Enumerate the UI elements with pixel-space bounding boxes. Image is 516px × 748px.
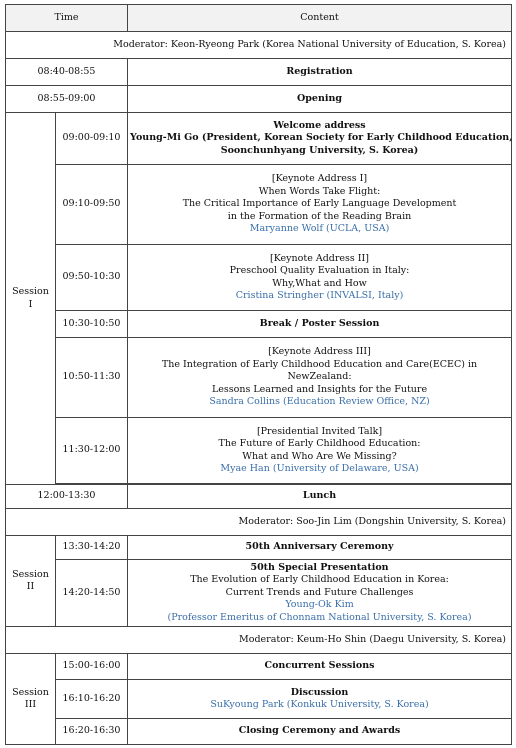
table-row bbox=[6, 245, 512, 311]
closing-title: Closing Ceremony and Awards bbox=[128, 719, 512, 745]
special-title: 50th Special Presentation bbox=[250, 561, 389, 573]
table-row bbox=[6, 59, 512, 86]
ceremony-title: 50th Anniversary Ceremony bbox=[128, 536, 512, 560]
table-row bbox=[6, 719, 512, 745]
table-row bbox=[6, 560, 512, 627]
speaker-name: Sandra Collins (Education Review Office, NZ) bbox=[209, 396, 430, 408]
table-row bbox=[6, 680, 512, 719]
talk-title-line: Why,What and How bbox=[272, 277, 367, 289]
session-numeral: III bbox=[24, 699, 37, 710]
time-cell: 16:20-16:30 bbox=[56, 719, 128, 745]
talk-title-line: in the Formation of the Reading Brain bbox=[227, 210, 412, 222]
table-row bbox=[6, 485, 512, 509]
moderator-1: Moderator: Keon-Ryeong Park (Korea National University of Education, S. Korea) bbox=[6, 32, 512, 59]
table-row bbox=[6, 165, 512, 245]
time-cell: 10:50-11:30 bbox=[56, 338, 128, 418]
lunch-title: Lunch bbox=[128, 485, 512, 509]
program-table bbox=[5, 4, 512, 745]
table-row bbox=[6, 654, 512, 680]
time-cell: 14:20-14:50 bbox=[56, 560, 128, 627]
talk-title-line: The Critical Importance of Early Language Development bbox=[182, 198, 457, 210]
table-row bbox=[6, 338, 512, 418]
moderator-3: Moderator: Keum-Ho Shin (Daegu University, S. Korea) bbox=[6, 627, 512, 654]
speaker-affiliation: (Professor Emeritus of Chonnam National University, S. Korea) bbox=[167, 611, 472, 623]
speaker-name: Maryanne Wolf (UCLA, USA) bbox=[249, 223, 390, 235]
talk-title-line: NewZealand: bbox=[287, 371, 352, 383]
session-numeral: II bbox=[26, 581, 35, 592]
keynote-tag: [Keynote Address III] bbox=[268, 346, 371, 358]
time-header: Time bbox=[6, 5, 128, 32]
invited-talk-cell bbox=[128, 418, 512, 484]
registration-title: Registration bbox=[128, 59, 512, 86]
time-cell: 15:00-16:00 bbox=[56, 654, 128, 680]
welcome-cell bbox=[128, 113, 512, 165]
special-presentation-cell bbox=[128, 560, 512, 627]
keynote-1-cell bbox=[128, 165, 512, 245]
session-label-text: Session bbox=[12, 568, 49, 580]
talk-title-line: The Integration of Early Childhood Education and Care(ECEC) in bbox=[161, 358, 478, 370]
talk-title-line: Lessons Learned and Insights for the Future bbox=[211, 383, 428, 395]
speaker-name: Young-Ok Kim bbox=[285, 599, 354, 611]
header-row bbox=[6, 5, 512, 32]
keynote-tag: [Keynote Address II] bbox=[270, 252, 370, 264]
discussion-title: Discussion bbox=[290, 686, 349, 698]
talk-title-line: The Future of Early Childhood Education: bbox=[218, 438, 421, 449]
session-1-label bbox=[6, 113, 56, 485]
opening-title: Opening bbox=[128, 86, 512, 113]
talk-title-line: Preschool Quality Evaluation in Italy: bbox=[229, 265, 410, 276]
session-3-label bbox=[6, 654, 56, 745]
moderator-row bbox=[6, 32, 512, 59]
discussion-cell bbox=[128, 680, 512, 719]
moderator-row bbox=[6, 627, 512, 654]
break-title: Break / Poster Session bbox=[128, 311, 512, 338]
time-cell: 10:30-10:50 bbox=[56, 311, 128, 338]
table-row bbox=[6, 418, 512, 484]
talk-title-line: Current Trends and Future Challenges bbox=[225, 586, 414, 598]
talk-title-line: The Evolution of Early Childhood Education in Korea: bbox=[190, 574, 449, 586]
speaker-name: SuKyoung Park (Konkuk University, S. Korea) bbox=[210, 699, 429, 710]
keynote-2-cell bbox=[128, 245, 512, 311]
table-row bbox=[6, 86, 512, 113]
time-cell: 12:00-13:30 bbox=[6, 485, 128, 509]
table-row bbox=[6, 113, 512, 165]
time-cell: 13:30-14:20 bbox=[56, 536, 128, 560]
welcome-title: Welcome address bbox=[273, 119, 366, 131]
time-cell: 08:55-09:00 bbox=[6, 86, 128, 113]
moderator-row bbox=[6, 509, 512, 536]
session-numeral: I bbox=[28, 298, 33, 310]
welcome-speaker-line: Soonchunhyang University, S. Korea) bbox=[220, 144, 419, 156]
session-2-label bbox=[6, 536, 56, 627]
talk-title-line: When Words Take Flight: bbox=[258, 185, 381, 197]
keynote-tag: [Presidential Invited Talk] bbox=[256, 425, 383, 437]
keynote-3-cell bbox=[128, 338, 512, 418]
time-cell: 09:50-10:30 bbox=[56, 245, 128, 311]
welcome-speaker-line: Young-Mi Go (President, Korean Society for Early Childhood Education, bbox=[130, 132, 513, 144]
content-header: Content bbox=[128, 5, 512, 32]
session-label-text: Session bbox=[12, 286, 49, 297]
speaker-name: Myae Han (University of Delaware, USA) bbox=[220, 463, 419, 474]
time-cell: 11:30-12:00 bbox=[56, 418, 128, 484]
time-cell: 09:10-09:50 bbox=[56, 165, 128, 245]
keynote-tag: [Keynote Address I] bbox=[271, 173, 368, 185]
moderator-2: Moderator: Soo-Jin Lim (Dongshin University, S. Korea) bbox=[6, 509, 512, 536]
speaker-name: Cristina Stringher (INVALSI, Italy) bbox=[235, 290, 404, 301]
time-cell: 08:40-08:55 bbox=[6, 59, 128, 86]
time-cell: 09:00-09:10 bbox=[56, 113, 128, 165]
talk-title-line: What and Who Are We Missing? bbox=[242, 450, 397, 462]
concurrent-title: Concurrent Sessions bbox=[128, 654, 512, 680]
time-cell: 16:10-16:20 bbox=[56, 680, 128, 719]
table-row bbox=[6, 311, 512, 338]
session-label-text: Session bbox=[12, 686, 49, 698]
table-row bbox=[6, 536, 512, 560]
